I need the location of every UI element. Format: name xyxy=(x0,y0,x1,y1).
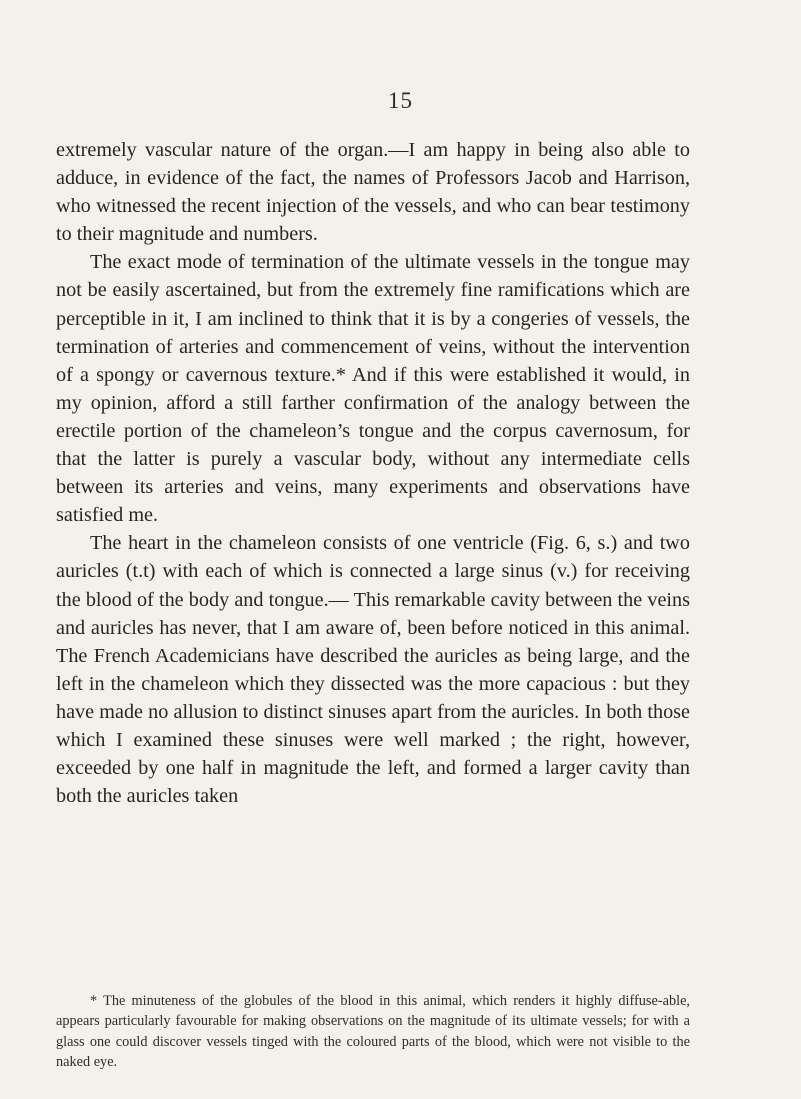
footnote xyxy=(56,991,690,1072)
paragraph-2: The exact mode of termination of the ultimate vessels in the tongue may not be easily ascertained, but from the extremely fine ramifications which are perceptible in it, I am inclined to think that it is by a congeries of vessels, the termination of arteries and commencement of veins, without the intervention of a spongy or cavernous texture.* And if this were established it would, in my opinion, afford a still farther confirmation of the analogy between the erectile portion of the chameleon’s tongue and the corpus cavernosum, for that the latter is purely a vascular body, without any intermediate cells between its arteries and veins, many experiments and observations have satisfied me. xyxy=(56,251,690,527)
body-text xyxy=(56,136,690,810)
paragraph-3: The heart in the chameleon consists of one ventricle (Fig. 6, s.) and two auricles (t.t) with each of which is connected a large sinus (v.) for receiving the blood of the body and tongue.— This remarkable cavity between the veins and auricles has never, that I am aware of, been before noticed in this animal. The French Academicians have described the auricles as being large, and the left in the chameleon which they dissected was the more capacious : but they have made no allusion to distinct sinuses apart from the auricles. In both those which I examined these sinuses were well marked ; the right, however, exceeded by one half in magnitude the left, and formed a larger cavity than both the auricles taken xyxy=(56,532,690,808)
paragraph-1: extremely vascular nature of the organ.—I am happy in being also able to adduce, in evidence of the fact, the names of Professors Jacob and Harrison, who witnessed the recent injection of the vessels, and who can bear testimony to their magnitude and numbers. xyxy=(56,139,690,246)
page-number: 15 xyxy=(388,88,413,113)
footnote-text: * The minuteness of the globules of the blood in this animal, which renders it highly diffuse-able, appears particularly favourable for making observations on the magnitude of its ultimate vessels; for with a glass one could discover vessels tinged with the coloured parts of the blood, which were not visible to the naked eye. xyxy=(56,993,690,1070)
